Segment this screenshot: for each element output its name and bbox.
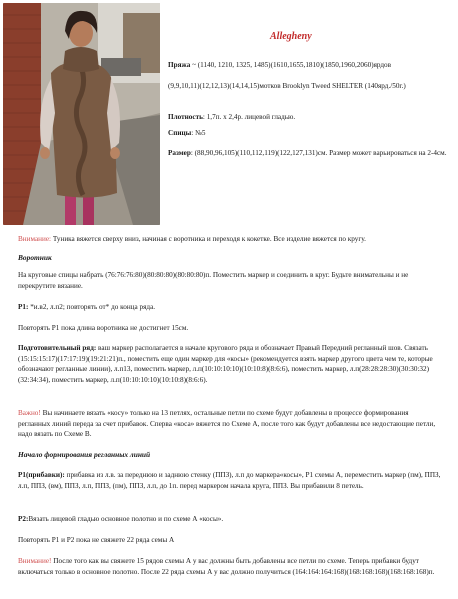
- yarn-label: Пряжа: [168, 61, 191, 69]
- prep-row-label: Подготовительный ряд:: [18, 344, 97, 352]
- gauge-spec: [168, 112, 452, 123]
- raglan-row2-label: Р2:: [18, 515, 29, 523]
- raglan-row2-text: Вязать лицевой гладью основное полотно и по схеме А «косы».: [28, 515, 224, 523]
- raglan-row2: [18, 514, 442, 525]
- needles-label: Спицы: [168, 129, 192, 137]
- raglan-row1-text: прибавка из л.в. за переднюю и заднюю стенку (ППЗ), л.п до маркера«косы», Р1 схемы А, переместить маркер (пм), ППЗ, л.п, ППЗ, (вм), ППЗ, л.п, ППЗ, (пм), ППЗ, л.п, до 1п. перед маркером начала круга, ППЗ. Вы прибавили 8 петель.: [18, 471, 441, 490]
- size-spec: [168, 148, 452, 159]
- size-label: Размер: [168, 149, 191, 157]
- final-text: После того как вы свяжете 15 рядов схемы А у вас должны быть добавлены все петли по схеме. Теперь прибавки будут включаться только в основное полотно. После 22 ряда схемы А у вас должно получиться (164:164:164:168)(168:168:168)(168:168:168)п.: [18, 557, 435, 576]
- size-value: : (88,90,96,105)(110,112,119)(122,127,131)см. Размер может варьироваться на 2-4см.: [190, 149, 447, 157]
- prep-row-text: ваш маркер располагается в начале кругового ряда и обозначает Правый Передний регланный шов. Связать (15:15:15:17)(17:17:19)(19:21:21)п., поместить еще один маркер для «косы» (рекомендуется взять маркер другого цвета чем те, которые обозначают регланные линии), л.п13, поместить маркер, л.п(10:10:10:10)(10:10:8)(8:6:6), поместить маркер, л.п(28:28:28:30)(30:30:32)(32:34:34), поместить маркер, л.п(10:10:10:10)(10:10:8)(8:6:6).: [18, 344, 433, 384]
- collar-repeat: Повторять Р1 пока длина воротника не достигнет 15см.: [18, 324, 189, 332]
- important-label: Важно!: [18, 409, 41, 417]
- raglan-repeat: Повторять Р1 и Р2 пока не свяжете 22 ряда семы А: [18, 536, 175, 544]
- collar-cast-on: На круговые спицы набрать (76:76:76:80)(80:80:80)(80:80:80)п. Поместить маркер и соединить в круг. Будьте внимательны и не перекрутите вязание.: [18, 271, 409, 290]
- needles-spec: [168, 128, 452, 139]
- important-note: [18, 408, 442, 440]
- raglan-row1-label: Р1(прибавки):: [18, 471, 65, 479]
- needles-value: : №5: [191, 129, 206, 137]
- raglan-heading: Начало формирования регланных линий: [18, 450, 151, 459]
- yarn-value: ~ (1140, 1210, 1325, 1485)(1610,1655,1810)(1850,1960,2060)ярдов: [190, 61, 392, 69]
- collar-row1-text: *и.в2, л.п2; повторять от* до конца ряда.: [28, 303, 156, 311]
- collar-row1-label: Р1:: [18, 303, 29, 311]
- intro-text: Туника вяжется сверху вниз, начиная с воротника и переходя к кокетке. Все изделие вяжется по кругу.: [51, 235, 366, 243]
- gauge-label: Плотность: [168, 113, 203, 121]
- final-note: [18, 556, 442, 577]
- collar-heading: Воротник: [18, 253, 52, 262]
- model-photo: [3, 3, 160, 225]
- pattern-title: Allegheny: [270, 31, 312, 42]
- intro-warn-label: Внимание:: [18, 235, 52, 243]
- prep-row: [18, 343, 442, 385]
- important-text: Вы начинаете вязать «косу» только на 13 петлях, остальные петли по схеме будут добавлены в процессе формирования регланных линий переда за счет прибавок. Сперва «коса» вяжется по Схеме А, после того как будут добавлены все недостающие петли, надо вязать по Схеме В.: [18, 409, 436, 439]
- skeins-spec: (9,9,10,11)(12,12,13)(14,14,15)мотков Brooklyn Tweed SHELTER (140ярд./50г.): [168, 82, 406, 90]
- intro-note: [18, 234, 442, 245]
- final-warn-label: Внимание!: [18, 557, 52, 565]
- yarn-spec: [168, 60, 452, 71]
- gauge-value: : 1,7п. х 2,4р. лицевой гладью.: [202, 113, 296, 121]
- collar-row1: [18, 302, 442, 313]
- raglan-row1: [18, 470, 442, 491]
